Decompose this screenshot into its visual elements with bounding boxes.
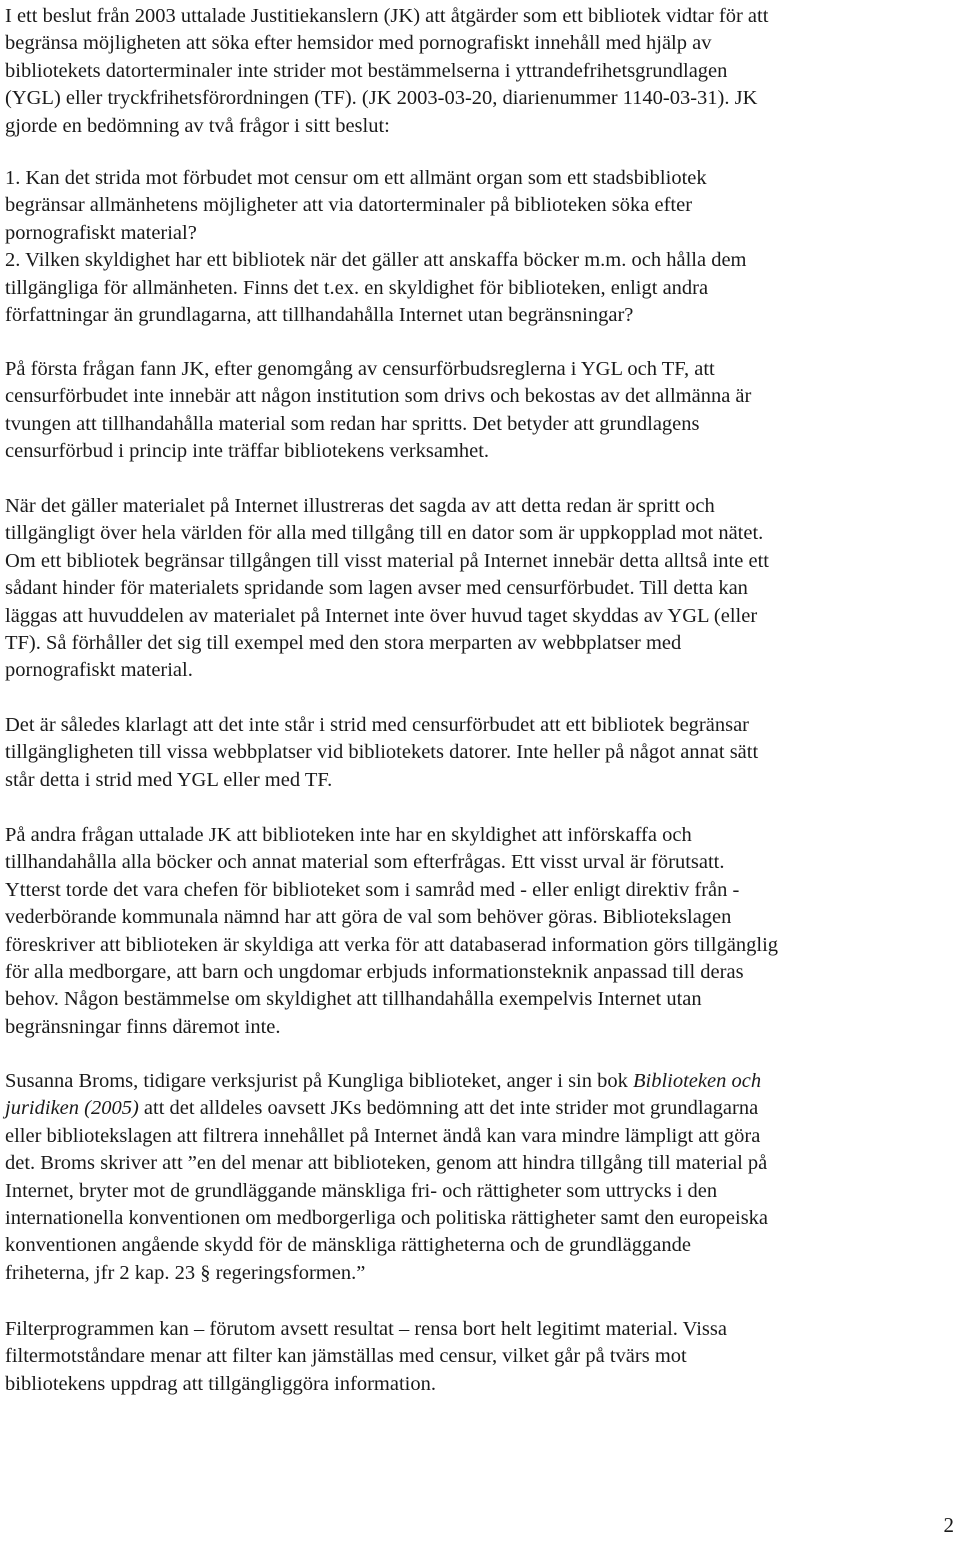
text-line: Ytterst torde det vara chefen för biblioteket som i samråd med - eller enligt direktiv från - <box>5 878 740 901</box>
text-segment: Susanna Broms, tidigare verksjurist på Kungliga biblioteket, anger i sin bok <box>5 1070 633 1092</box>
text-line: begränsa möjligheten att söka efter hemsidor med pornografiskt innehåll med hjälp av <box>5 32 712 55</box>
text-line: pornografiskt material? <box>5 221 197 244</box>
text-line: censurförbudet inte innebär att någon institution som drivs och bekostas av det allmänna är <box>5 385 752 408</box>
text-line: begränsar allmänhetens möjligheter att via datorterminaler på biblioteken söka efter <box>5 194 693 217</box>
text-segment: att det alldeles oavsett JKs bedömning att det inte strider mot grundlagarna <box>138 1097 759 1120</box>
paragraph-jk-decision-intro <box>5 3 768 140</box>
book-title-italic: juridiken (2005) <box>5 1097 139 1120</box>
paragraph-first-question-answer <box>5 356 751 466</box>
paragraph-internet-material <box>5 493 769 685</box>
text-line: 2. Vilken skyldighet har ett bibliotek när det gäller att anskaffa böcker m.m. och hålla dem <box>5 249 747 272</box>
text-line: TF). Så förhåller det sig till exempel med den stora merparten av webbplatser med <box>5 632 682 655</box>
text-line: Filterprogrammen kan – förutom avsett resultat – rensa bort helt legitimt material. Vissa <box>5 1318 727 1340</box>
text-line: tillgängligt över hela världen för alla med tillgång till en dator som är uppkopplad mot nätet. <box>5 522 764 545</box>
text-line: tillhandahålla alla böcker och annat material som efterfrågas. Ett visst urval är förutsatt. <box>5 851 725 874</box>
text-line: På andra frågan uttalade JK att biblioteken inte har en skyldighet att införskaffa och <box>5 824 692 846</box>
page-number: 2 <box>943 1513 954 1537</box>
text-line <box>5 1095 768 1122</box>
text-line: Internet, bryter mot de grundläggande mänskliga fri- och rättigheter som uttrycks i den <box>5 1179 718 1202</box>
text-line: sådant hinder för materialets spridande som lagen avser med censurförbudet. Till detta kan <box>5 577 748 600</box>
text-line: vederbörande kommunala nämnd har att göra de val som behöver göras. Bibliotekslagen <box>5 906 732 929</box>
book-title-italic: Biblioteken och <box>633 1070 762 1092</box>
text-line: I ett beslut från 2003 uttalade Justitiekanslern (JK) att åtgärder som ett bibliotek vidtar för att <box>5 5 769 27</box>
text-line: 1. Kan det strida mot förbudet mot censur om ett allmänt organ som ett stadsbibliotek <box>5 167 707 189</box>
text-line: för alla medborgare, att barn och ungdomar erbjuds informationsteknik anpassad till deras <box>5 961 744 984</box>
text-line: När det gäller materialet på Internet illustreras det sagda av att detta redan är spritt och <box>5 495 715 517</box>
text-line: står detta i strid med YGL eller med TF. <box>5 768 333 791</box>
text-line: filtermotståndare menar att filter kan jämställas med censur, vilket går på tvärs mot <box>5 1345 687 1368</box>
text-line <box>5 1068 768 1095</box>
text-line: det. Broms skriver att ”en del menar att biblioteken, genom att hindra tillgång till material på <box>5 1152 768 1175</box>
text-line: (YGL) eller tryckfrihetsförordningen (TF). (JK 2003-03-20, diarienummer 1140-03-31). JK <box>5 87 758 110</box>
text-line: tillgängligheten till vissa webbplatser vid bibliotekets datorer. Inte heller på något annat sätt <box>5 741 759 764</box>
text-line: gjorde en bedömning av två frågor i sitt beslut: <box>5 114 390 137</box>
paragraph-two-questions <box>5 165 746 329</box>
text-line: Det är således klarlagt att det inte står i strid med censurförbudet att ett bibliotek begränsar <box>5 714 750 736</box>
text-line: friheterna, jfr 2 kap. 23 § regeringsformen.” <box>5 1261 366 1284</box>
text-line: censurförbud i princip inte träffar bibliotekens verksamhet. <box>5 440 490 463</box>
text-line: eller bibliotekslagen att filtrera innehållet på Internet ändå kan vara mindre lämpligt att göra <box>5 1124 761 1147</box>
text-line: föreskriver att biblioteken är skyldiga att verka för att databaserad information görs tillgänglig <box>5 933 779 956</box>
text-line: bibliotekets datorterminaler inte strider mot bestämmelserna i yttrandefrihetsgrundlagen <box>5 59 728 82</box>
text-line: På första frågan fann JK, efter genomgång av censurförbudsreglerna i YGL och TF, att <box>5 358 715 380</box>
text-line: internationella konventionen om medborgerliga och politiska rättigheter samt den europeiska <box>5 1207 769 1230</box>
text-line: tvungen att tillhandahålla material som redan har spritts. Det betyder att grundlagens <box>5 412 700 435</box>
text-line: pornografiskt material. <box>5 659 193 682</box>
paragraph-conclusion <box>5 712 758 794</box>
text-line: bibliotekens uppdrag att tillgängliggöra information. <box>5 1372 436 1395</box>
text-line: konventionen angående skydd för de mänskliga rättigheterna och de grundläggande <box>5 1234 691 1257</box>
text-line: författningar än grundlagarna, att tillhandahålla Internet utan begränsningar? <box>5 304 634 327</box>
text-line: begränsningar finns däremot inte. <box>5 1015 281 1038</box>
text-line: Om ett bibliotek begränsar tillgången till visst material på Internet innebär detta alltså inte ett <box>5 549 769 572</box>
paragraph-filter-programs <box>5 1316 727 1398</box>
text-line: behov. Någon bestämmelse om skyldighet att tillhandahålla exempelvis Internet utan <box>5 988 702 1011</box>
paragraph-broms-quote <box>5 1068 768 1287</box>
text-line: tillgängliga för allmänheten. Finns det t.ex. en skyldighet för biblioteken, enligt andra <box>5 276 709 299</box>
paragraph-second-question-answer <box>5 822 778 1041</box>
text-line: läggas att huvuddelen av materialet på Internet inte över huvud taget skyddas av YGL (eller <box>5 604 758 627</box>
